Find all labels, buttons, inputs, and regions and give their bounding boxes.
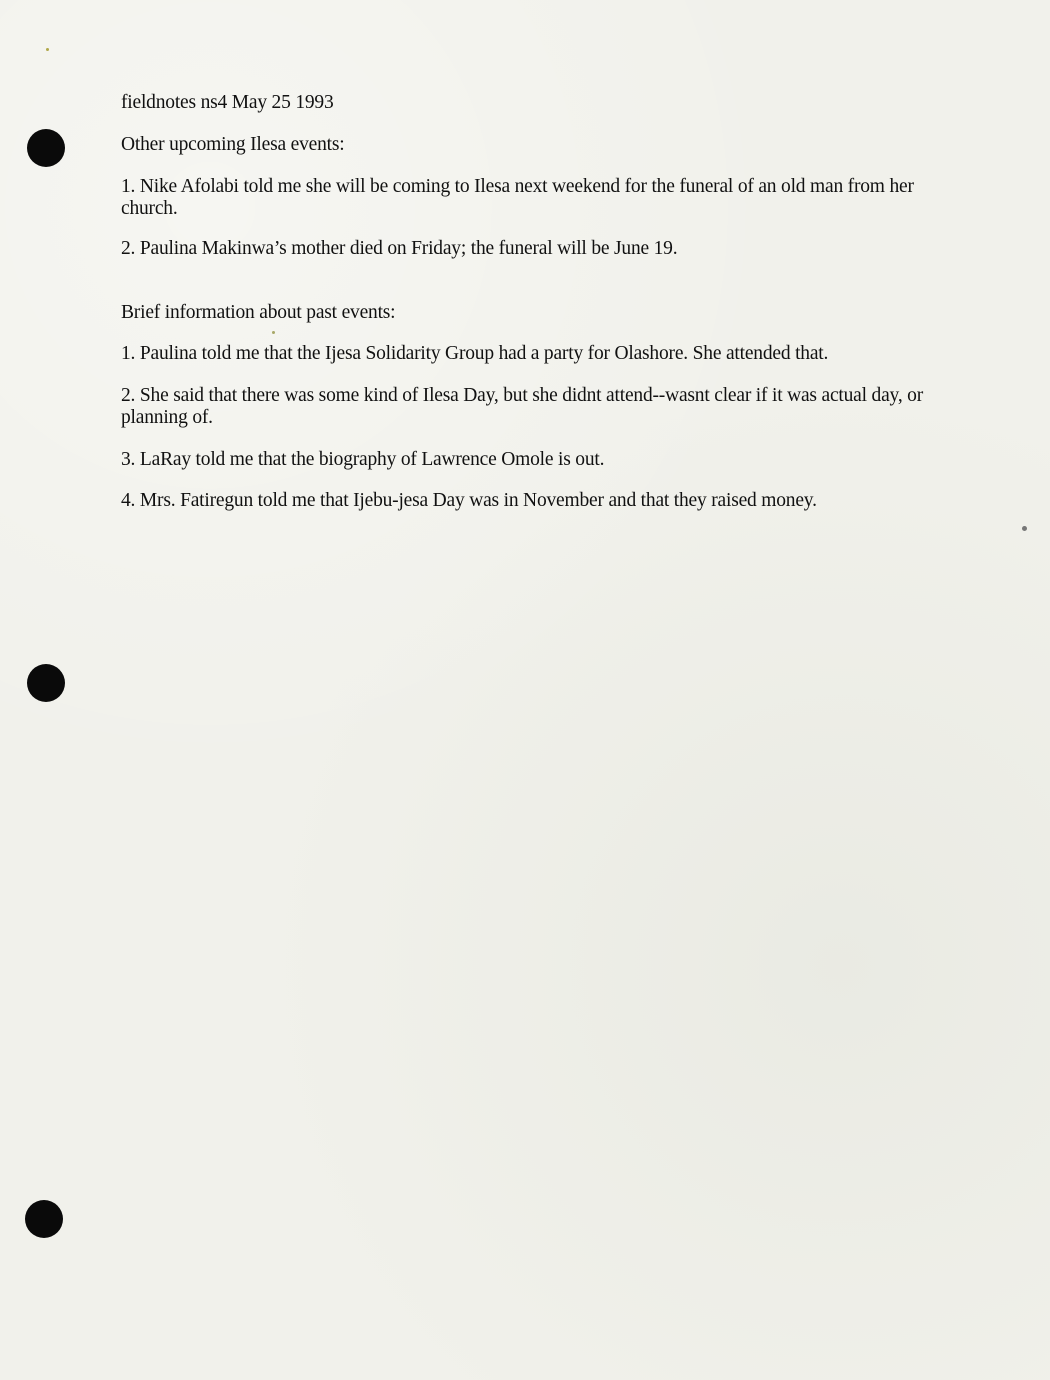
past-event-item: 2. She said that there was some kind of Ilesa Day, but she didnt attend--wasnt clear if it was actual day, or planning of. [121,385,924,428]
paper-speck [1022,526,1027,531]
upcoming-event-item: 1. Nike Afolabi told me she will be coming to Ilesa next weekend for the funeral of an old man from her church. [121,176,914,219]
past-events-heading: Brief information about past events: [121,302,396,323]
paper-speck [272,331,275,334]
past-event-item: 4. Mrs. Fatiregun told me that Ijebu-jesa Day was in November and that they raised money. [121,490,817,511]
upcoming-events-heading: Other upcoming Ilesa events: [121,134,345,155]
binder-hole-top [27,129,65,167]
upcoming-event-item: 2. Paulina Makinwa’s mother died on Friday; the funeral will be June 19. [121,238,678,259]
past-event-item: 1. Paulina told me that the Ijesa Solidarity Group had a party for Olashore. She attended that. [121,343,829,364]
document-header: fieldnotes ns4 May 25 1993 [121,92,334,113]
binder-hole-middle [27,664,65,702]
binder-hole-bottom [25,1200,63,1238]
past-event-item: 3. LaRay told me that the biography of Lawrence Omole is out. [121,449,605,470]
paper-speck [46,48,49,51]
